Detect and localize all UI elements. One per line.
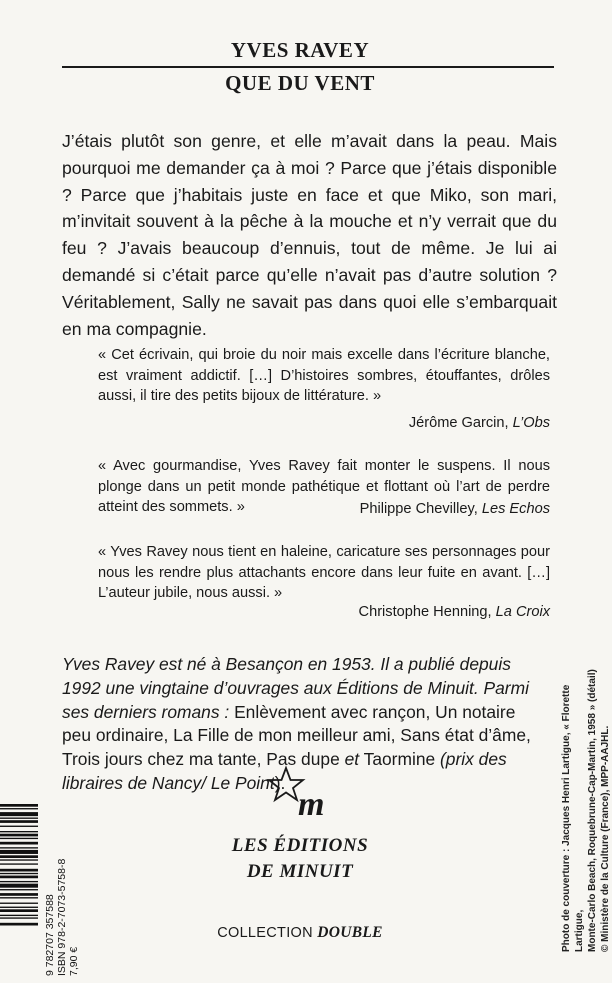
press-quote xyxy=(98,542,550,622)
collection-label xyxy=(0,924,600,942)
bio-last-title: Taormine xyxy=(363,749,436,770)
book-title: QUE DU VENT xyxy=(225,71,375,95)
bio-prize-place: Nancy/ Le Point xyxy=(151,772,275,793)
quote-author: Philippe Chevilley, xyxy=(359,500,478,517)
publisher-line: DE MINUIT xyxy=(246,861,354,882)
svg-text:m: m xyxy=(298,786,325,823)
bio-titles: Enlèvement avec rançon, Un notaire peu ordinaire, La Fille de mon meilleur ami, Sans état d’âme, Trois jours chez ma tante, Pas dupe xyxy=(62,701,531,770)
author-name: YVES RAVEY xyxy=(230,38,370,62)
barcode-digits: 9 782707 357588 xyxy=(44,894,56,976)
quote-text: « Avec gourmandise, Yves Ravey fait monter le suspens. Il nous plonge dans un petit monde pathétique et flottant où l’art de perdre atteint des sommets. » xyxy=(98,458,550,515)
collection-prefix: COLLECTION xyxy=(217,925,313,941)
quote-author: Jérôme Garcin, xyxy=(408,414,509,431)
quote-text: « Cet écrivain, qui broie du noir mais excelle dans l’écriture blanche, est vraiment addictif. […] D’histoires sombres, étouffantes, drôles aussi, il tire des petits bijoux de littérature. » xyxy=(98,347,550,404)
publisher-line: LES ÉDITIONS xyxy=(231,835,369,856)
photo-credit xyxy=(560,652,612,952)
quote-author: Christophe Henning, xyxy=(358,603,492,620)
isbn-number: ISBN 978-2-7073-5758-8 xyxy=(56,858,68,976)
credit-line: Monte-Carlo Beach, Roquebrune-Cap-Martin, 1958 » (détail) xyxy=(587,669,598,952)
bio-prize: (prix des libraires de xyxy=(62,749,507,793)
blurb-text: J’étais plutôt son genre, et elle m’avait dans la peau. Mais pourquoi me demander ça à moi ? Parce que j’étais disponible ? Parce que j’habitais juste en face et que Miko, son mari, m’invitait souvent à la pêche à la mouche et n’y verrait que du feu ? J’avais beaucoup d’ennuis, tout de même. Je lui ai demandé si c’était parce qu’elle n’avait pas d’autre solution ? Véritablement, Sally ne savait pas dans quoi elle s’embarquait en ma compagnie. xyxy=(62,131,557,339)
quote-outlet: Les Echos xyxy=(481,500,550,517)
header-rule xyxy=(62,66,554,68)
bio-intro: Yves Ravey est né à Besançon en 1953. Il a publié depuis 1992 une vingtaine d’ouvrages aux Éditions de Minuit. Parmi ses derniers romans : xyxy=(62,654,529,722)
quote-source xyxy=(98,602,550,623)
barcode-text xyxy=(44,796,80,976)
bio-prize-close: ). xyxy=(274,772,286,793)
quote-source xyxy=(98,413,550,434)
quote-outlet: La Croix xyxy=(495,603,550,620)
collection-name: DOUBLE xyxy=(317,924,383,941)
press-quote xyxy=(98,456,550,519)
price: 7,90 € xyxy=(68,946,80,976)
credit-line: © Ministère de la Culture (France), MPP-AAJHL. xyxy=(600,725,611,952)
bio-et: et xyxy=(344,749,360,770)
minuit-logo-icon xyxy=(268,765,338,825)
quote-text: « Yves Ravey nous tient en haleine, caricature ses personnages pour nous les rendre plus attachants encore dans leur fuite en avant. […] L’auteur jubile, nous aussi. » xyxy=(98,544,550,601)
press-quote xyxy=(98,345,550,433)
barcode-bars xyxy=(0,802,40,978)
credit-line: Photo de couverture : Jacques Henri Lartigue, « Florette Lartigue, xyxy=(561,684,585,952)
quote-outlet: L’Obs xyxy=(512,414,550,431)
